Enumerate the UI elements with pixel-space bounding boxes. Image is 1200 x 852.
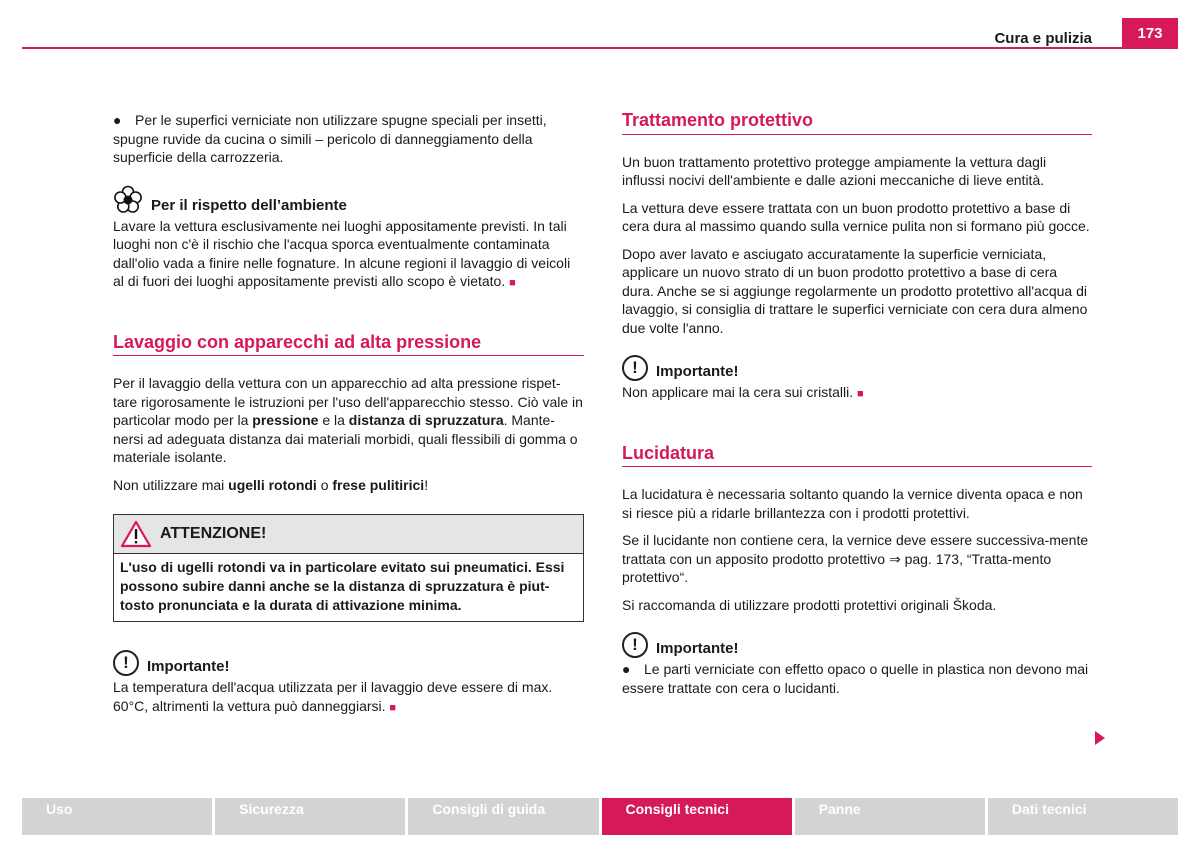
flower-icon — [113, 185, 143, 215]
bullet-dot-icon: ● — [113, 112, 122, 128]
tab-dati-tecnici[interactable]: Dati tecnici — [988, 798, 1178, 835]
important-note — [622, 355, 1092, 404]
header-section-title: Cura e pulizia — [994, 30, 1092, 47]
important-note-title: Importante! — [656, 363, 739, 380]
section-title-polishing: Lucidatura — [622, 444, 1092, 468]
left-column — [113, 111, 584, 726]
section-title-protective-treatment: Trattamento protettivo — [622, 111, 1092, 135]
environment-note — [113, 185, 584, 293]
important-note-text: Non applicare mai la cera sui cristalli. — [622, 384, 854, 400]
warning-text: L'uso di ugelli rotondi va in particolare evitato sui pneumatici. Essi possono subire danni anche se la distanza di spruzzatura è piut-tosto pronunciata e la durata di attivazione minima. — [120, 559, 565, 613]
exclamation-icon: ! — [622, 632, 648, 658]
continue-arrow-icon — [1095, 731, 1105, 745]
warning-triangle-icon — [120, 520, 152, 548]
important-note — [113, 650, 584, 717]
environment-note-title: Per il rispetto dell’ambiente — [151, 196, 347, 214]
warning-title: ATTENZIONE! — [160, 524, 267, 542]
important-note-title: Importante! — [656, 640, 739, 657]
exclamation-icon: ! — [622, 355, 648, 381]
paragraph: La lucidatura è necessaria soltanto quando la vernice diventa opaca e non si riesce più a ridarle brillantezza con i prodotti protettivi. — [622, 486, 1083, 521]
tab-consigli-tecnici[interactable]: Consigli tecnici — [602, 798, 792, 835]
paragraph: La vettura deve essere trattata con un buon prodotto protettivo a base di cera dura al massimo quando sulla vernice pulita non si formano più gocce. — [622, 199, 1090, 234]
environment-note-text: Lavare la vettura esclusivamente nei luoghi appositamente previsti. In tali luoghi non c'è il rischio che l'acqua sporca eventualmente contaminata dall'olio vada a finire nelle fognature. In alcune regioni il lavaggio di veicoli al di fuori dei luoghi appositamente previsti allo scopo è vietato. — [113, 217, 571, 289]
end-mark-icon: ■ — [389, 701, 397, 714]
important-note-text: La temperatura dell'acqua utilizzata per il lavaggio deve essere di max. 60°C, altrimenti la vettura può danneggiarsi. — [113, 679, 553, 714]
tab-consigli-di-guida[interactable]: Consigli di guida — [408, 798, 598, 835]
bullet-item: ● Le parti verniciate con effetto opaco o quelle in plastica non devono mai essere trattate con cera o lucidanti. — [622, 661, 1089, 696]
bullet-dot-icon: ● — [622, 661, 631, 677]
paragraph: Per il lavaggio della vettura con un apparecchio ad alta pressione rispet-tare rigorosamente le istruzioni per l'uso dell'apparecchio stesso. Ciò vale in particolar modo per la pressione e la distanza di spruzzatura. Mante-nersi ad adeguata distanza dai materiali morbidi, quali flessibili di gomma o materiale isolante. — [113, 375, 583, 465]
footer-nav — [22, 798, 1178, 835]
important-note — [622, 632, 1092, 697]
paragraph: Non utilizzare mai ugelli rotondi o frese pulitirici! — [113, 476, 429, 493]
header-rule — [22, 47, 1178, 49]
page-number: 173 — [1122, 18, 1178, 49]
important-note-title: Importante! — [147, 658, 230, 675]
right-column — [622, 111, 1092, 706]
tab-sicurezza[interactable]: Sicurezza — [215, 798, 405, 835]
end-mark-icon: ■ — [856, 388, 864, 400]
section-title-high-pressure: Lavaggio con apparecchi ad alta pressione — [113, 333, 584, 357]
paragraph: Si raccomanda di utilizzare prodotti protettivi originali Škoda. — [622, 596, 997, 613]
warning-box — [113, 514, 584, 622]
paragraph: Se il lucidante non contiene cera, la vernice deve essere successiva-mente trattata con un apposito prodotto protettivo ⇒ pag. 173, “Tratta-mento protettivo“. — [622, 532, 1089, 585]
paragraph: Dopo aver lavato e asciugato accuratamente la superficie verniciata, applicare un nuovo strato di un buon prodotto protettivo a base di cera dura. Anche se si aggiunge regolarmente un prodotto protettivo all'acqua di lavaggio, si consiglia di trattare le superfici verniciate con cera dura almeno due volte l'anno. — [622, 245, 1088, 336]
exclamation-icon: ! — [113, 650, 139, 676]
tab-uso[interactable]: Uso — [22, 798, 212, 835]
bullet-item: ● Per le superfici verniciate non utilizzare spugne speciali per insetti, spugne ruvide da cucina o simili – pericolo di danneggiamento della superficie della carrozzeria. — [113, 112, 547, 165]
paragraph: Un buon trattamento protettivo protegge ampiamente la vettura dagli influssi nocivi dell'ambiente e dalle azioni meccaniche di lieve entità. — [622, 153, 1047, 188]
tab-panne[interactable]: Panne — [795, 798, 985, 835]
end-mark-icon: ■ — [509, 277, 516, 289]
